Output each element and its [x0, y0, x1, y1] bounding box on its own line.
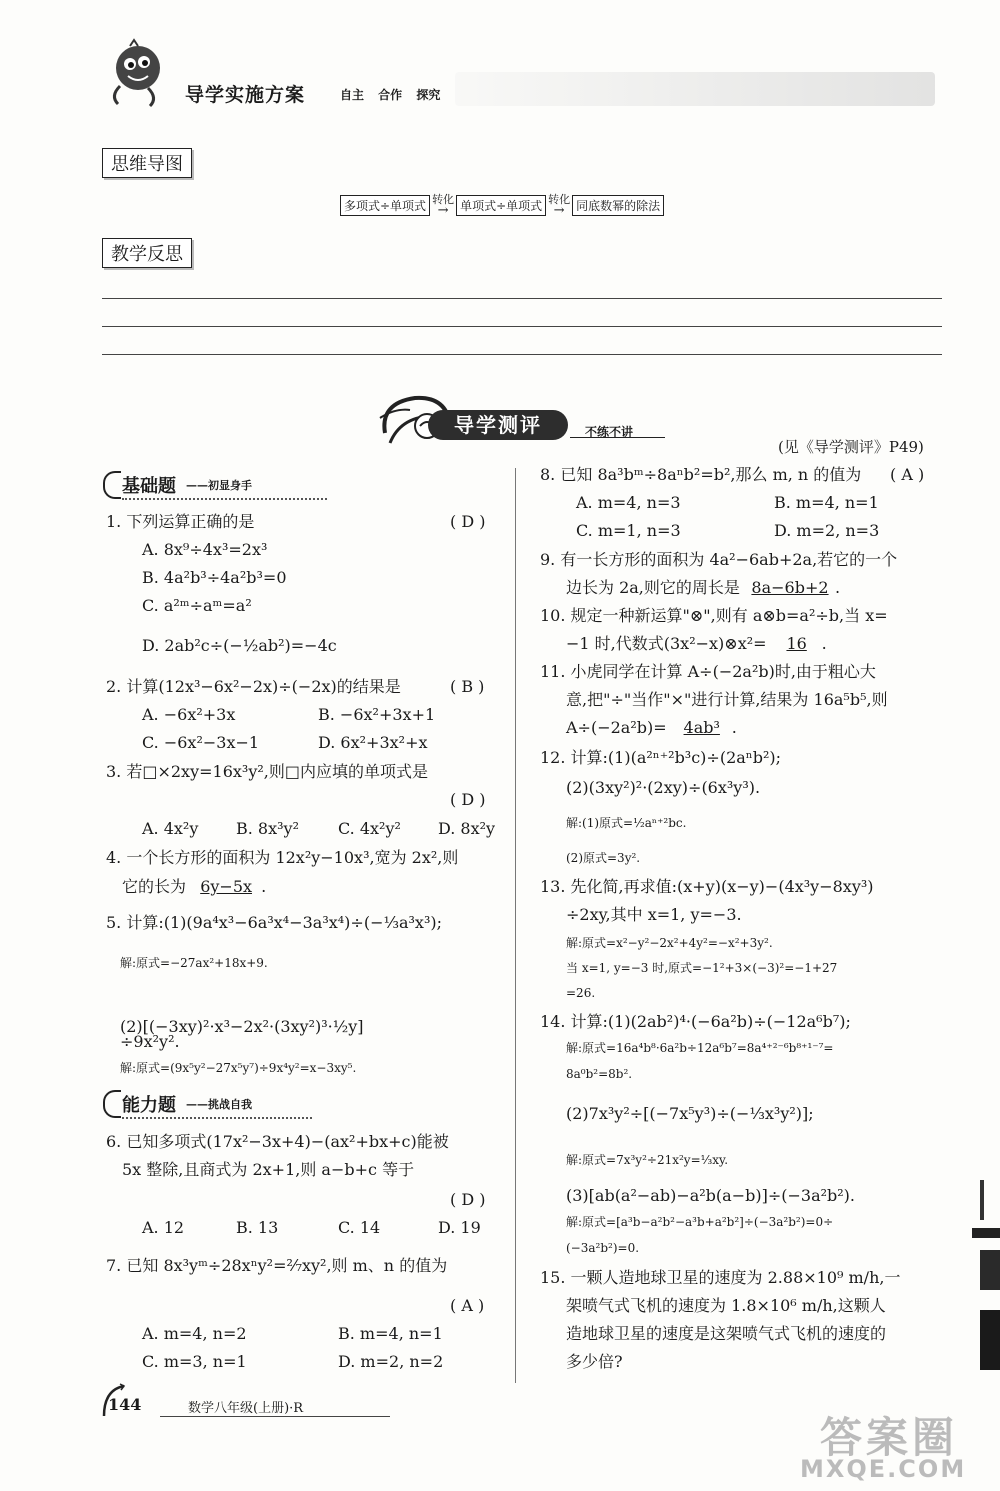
- q2-option-b: B. −6x²+3x+1: [318, 705, 436, 724]
- q13-solution-1: 解:原式=x²−y²−2x²+4y²=−x²+3y².: [566, 936, 773, 950]
- q8-option-c: C. m=1, n=3: [576, 521, 681, 540]
- q14-line3: (3)[ab(a²−ab)−a²b(a−b)]÷(−3a²b²).: [566, 1186, 855, 1205]
- flow-box-power: 同底数幂的除法: [572, 195, 664, 216]
- category-bracket: [103, 1090, 121, 1118]
- category-basic-label: 基础题: [122, 476, 176, 497]
- q3-option-b: B. 8x³y²: [236, 819, 299, 838]
- q6-option-d: D. 19: [438, 1218, 481, 1237]
- header-subtitle: 自主 合作 探究: [340, 88, 441, 102]
- header-title: 导学实施方案: [185, 84, 306, 106]
- q9-line1: 9. 有一长方形的面积为 4a²−6ab+2a,若它的一个: [540, 550, 898, 569]
- q1-option-d: D. 2ab²c÷(−½ab²)=−4c: [142, 636, 337, 655]
- q1-option-c: C. a²ᵐ÷aᵐ=a²: [142, 596, 252, 615]
- q3-option-a: A. 4x²y: [142, 819, 199, 838]
- q11-line3: [566, 718, 737, 738]
- q9-answer-blank: 8a−6b+2: [751, 578, 829, 597]
- q13-line1: 13. 先化简,再求值:(x+y)(x−y)−(4x³y−8xy³): [540, 877, 874, 896]
- q12-line1: 12. 计算:(1)(a²ⁿ⁺²b³c)÷(2aⁿb²);: [540, 748, 782, 767]
- reflection-line: [102, 298, 942, 299]
- q14-solution-5: (−3a²b²)=0.: [566, 1241, 640, 1255]
- q7-option-a: A. m=4, n=2: [142, 1324, 247, 1343]
- banner-tag: 不练不讲: [585, 425, 634, 439]
- q14-line1: 14. 计算:(1)(2ab²)⁴·(−6a²b)÷(−12a⁶b⁷);: [540, 1012, 851, 1031]
- q7-option-c: C. m=3, n=1: [142, 1352, 247, 1371]
- banner-underline: [570, 437, 665, 438]
- q13-solution-2: 当 x=1, y=−3 时,原式=−1²+3×(−3)²=−1+27: [566, 961, 838, 975]
- q12-solution-2: (2)原式=3y².: [566, 851, 641, 865]
- q8-answer: ( A ): [890, 465, 925, 484]
- q14-line2: (2)7x³y²÷[(−7x⁵y³)÷(−⅓x³y²)];: [566, 1104, 814, 1123]
- q8-option-b: B. m=4, n=1: [774, 493, 879, 512]
- arrow-right-icon: →: [553, 203, 565, 218]
- q10-line1: 10. 规定一种新运算"⊗",则有 a⊗b=a²÷b,当 x=: [540, 606, 888, 625]
- q14-solution-3: 解:原式=7x³y²÷21x²y=⅓xy.: [566, 1153, 729, 1167]
- footer-line: [160, 1416, 390, 1417]
- q2-text: 2. 计算(12x³−6x²−2x)÷(−2x)的结果是: [106, 677, 401, 696]
- page-edge-tabs: [972, 1180, 1000, 1380]
- q14-solution-2: 8a⁰b²=8b².: [566, 1067, 633, 1081]
- q5-line3: ÷9x²y².: [120, 1032, 180, 1051]
- q3-text: 3. 若□×2xy=16x³y²,则□内应填的单项式是: [106, 762, 428, 781]
- q3-option-c: C. 4x²y²: [338, 819, 401, 838]
- q6-line2: 5x 整除,且商式为 2x+1,则 a−b+c 等于: [122, 1160, 415, 1179]
- q2-answer: ( B ): [450, 677, 485, 696]
- q2-option-c: C. −6x²−3x−1: [142, 733, 260, 752]
- section-mindmap: 思维导图: [102, 148, 192, 178]
- flow-arrow-label: 转化: [432, 193, 455, 206]
- q9-prefix: 边长为 2a,则它的周长是: [566, 578, 740, 597]
- q6-option-c: C. 14: [338, 1218, 381, 1237]
- category-bracket: [103, 471, 121, 499]
- q1-option-a: A. 8x⁹÷4x³=2x³: [142, 540, 268, 559]
- q12-line2: (2)(3xy²)²·(2xy)÷(6x³y³).: [566, 778, 761, 797]
- q8-option-a: A. m=4, n=3: [576, 493, 681, 512]
- q11-prefix: A÷(−2a²b)=: [566, 718, 667, 737]
- q15-line4: 多少倍?: [566, 1352, 623, 1371]
- q4-answer-blank: 6y−5x: [200, 877, 253, 896]
- column-divider: [515, 468, 516, 1383]
- q8-text: 8. 已知 8a³bᵐ÷8aⁿb²=b²,那么 m, n 的值为: [540, 465, 862, 484]
- mindmap-flow: [340, 190, 664, 216]
- q1-answer: ( D ): [450, 512, 486, 531]
- q15-line3: 造地球卫星的速度是这架喷气式飞机的速度的: [566, 1324, 887, 1343]
- q11-answer-blank: 4ab³: [683, 718, 720, 737]
- q7-option-b: B. m=4, n=1: [338, 1324, 443, 1343]
- q5-solution-1: 解:原式=−27ax²+18x+9.: [120, 956, 268, 970]
- q8-option-d: D. m=2, n=3: [774, 521, 880, 540]
- book-title: 数学八年级(上册)·R: [188, 1401, 304, 1416]
- flow-box-monomial: 单项式÷单项式: [456, 195, 546, 216]
- q12-solution-1: 解:(1)原式=½aⁿ⁺²bc.: [566, 816, 687, 830]
- category-basic-sub: ——初显身手: [186, 479, 252, 492]
- q13-line2: ÷2xy,其中 x=1, y=−3.: [566, 905, 742, 924]
- section-reflection: 教学反思: [102, 238, 192, 268]
- category-ability-sub: ——挑战自我: [186, 1098, 252, 1111]
- reflection-line: [102, 354, 942, 355]
- flow-arrow-2: [546, 194, 572, 216]
- header-band: [455, 72, 935, 106]
- q7-option-d: D. m=2, n=2: [338, 1352, 444, 1371]
- flow-arrow-label: 转化: [548, 193, 571, 206]
- q6-answer: ( D ): [450, 1190, 486, 1209]
- flow-arrow-1: [430, 194, 456, 216]
- q5-solution-2: 解:原式=(9x⁵y²−27x⁵y⁷)÷9x⁴y²=x−3xy⁵.: [120, 1061, 357, 1075]
- watermark-logo: 答案圈: [820, 1413, 959, 1462]
- reference-note: (见《导学测评》P49): [778, 438, 924, 456]
- mascot-logo: [100, 38, 170, 110]
- q3-option-d: D. 8x²y: [438, 819, 496, 838]
- q4-line1: 4. 一个长方形的面积为 12x²y−10x³,宽为 2x²,则: [106, 848, 459, 867]
- q2-option-a: A. −6x²+3x: [142, 705, 236, 724]
- category-underline: [122, 498, 327, 500]
- flow-box-polynomial: 多项式÷单项式: [340, 195, 430, 216]
- q6-option-a: A. 12: [142, 1218, 185, 1237]
- q14-solution-1: 解:原式=16a⁴b⁸·6a²b÷12a⁶b⁷=8a⁴⁺²⁻⁶b⁸⁺¹⁻⁷=: [566, 1041, 834, 1055]
- q11-line1: 11. 小虎同学在计算 A÷(−2a²b)时,由于粗心大: [540, 662, 876, 681]
- q9-line2: [566, 578, 840, 598]
- q6-option-b: B. 13: [236, 1218, 279, 1237]
- q9-suffix: .: [835, 578, 841, 597]
- q11-line2: 意,把"÷"当作"×"进行计算,结果为 16a⁵b⁵,则: [566, 690, 888, 709]
- q14-solution-4: 解:原式=[a³b−a²b²−a³b+a²b²]÷(−3a²b²)=0÷: [566, 1215, 834, 1229]
- q6-line1: 6. 已知多项式(17x²−3x+4)−(ax²+bx+c)能被: [106, 1132, 449, 1151]
- q13-solution-3: =26.: [566, 986, 596, 1000]
- q15-line2: 架喷气式飞机的速度为 1.8×10⁶ m/h,这颗人: [566, 1296, 886, 1315]
- q4-line2: [122, 877, 266, 897]
- q11-suffix: .: [731, 718, 737, 737]
- q10-line2: [566, 634, 827, 654]
- q3-answer: ( D ): [450, 790, 486, 809]
- q7-text: 7. 已知 8x³yᵐ÷28xⁿy²=²⁄₇xy²,则 m、n 的值为: [106, 1256, 448, 1275]
- category-ability-label: 能力题: [122, 1095, 176, 1116]
- q5-line2: (2)[(−3xy)²·x³−2x²·(3xy²)³·½y]: [120, 1017, 364, 1036]
- q1-option-b: B. 4a²b³÷4a²b³=0: [142, 568, 287, 587]
- q15-line1: 15. 一颗人造地球卫星的速度为 2.88×10⁹ m/h,一: [540, 1268, 901, 1287]
- q10-suffix: .: [821, 634, 827, 653]
- q1-text: 1. 下列运算正确的是: [106, 512, 255, 531]
- arrow-right-icon: →: [437, 203, 449, 218]
- q4-suffix: .: [261, 877, 267, 896]
- watermark-url: MXQE.COM: [800, 1455, 967, 1483]
- q4-prefix: 它的长为: [122, 877, 187, 896]
- page-number: 144: [108, 1395, 142, 1414]
- banner-title: 导学测评: [428, 410, 568, 440]
- q2-option-d: D. 6x²+3x²+x: [318, 733, 428, 752]
- reflection-line: [102, 326, 942, 327]
- q10-prefix: −1 时,代数式(3x²−x)⊗x²=: [566, 634, 767, 653]
- q7-answer: ( A ): [450, 1296, 485, 1315]
- q10-answer-blank: 16: [786, 634, 807, 653]
- category-underline: [122, 1117, 312, 1119]
- q5-line1: 5. 计算:(1)(9a⁴x³−6a³x⁴−3a³x⁴)÷(−⅓a³x³);: [106, 913, 443, 932]
